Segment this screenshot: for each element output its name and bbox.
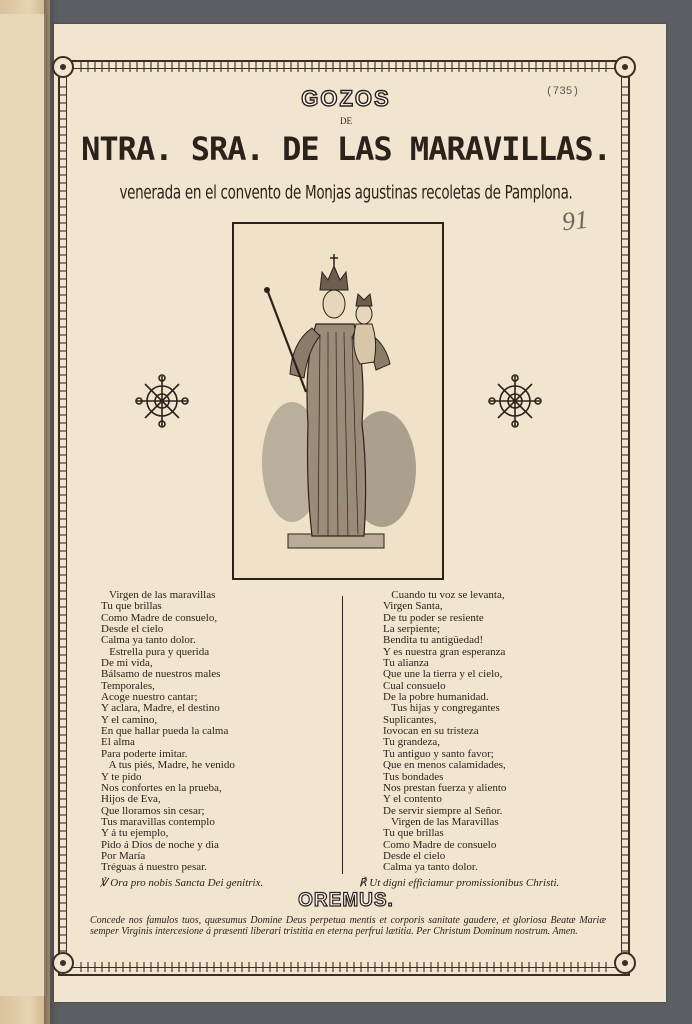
verse-line: Por María [101,849,146,862]
subtitle: venerada en el convento de Monjas agustinas recoletas de Pamplona. [119,180,573,204]
verse-line: Tus bondades [383,770,444,783]
versicle: ℣ Ora pro nobis Sancta Dei genitrix. [100,877,264,889]
catalog-number: (735) [546,86,580,98]
corner-scroll-icon [52,952,74,974]
verse-line: La serpiente; [383,623,441,636]
verse-line: Nos prestan fuerza y aliento [383,781,507,794]
corner-scroll-icon [614,952,636,974]
verse-line: Iovocan en su tristeza [383,725,479,738]
verse-line: Virgen Santa, [383,600,443,613]
verse-line: Pido á Dios de noche y dia [101,838,219,851]
verse-column-right [383,590,506,874]
title-gozos: GOZOS [301,86,391,111]
verse-line: Tu que brillas [383,827,444,840]
verse-column-left [101,590,235,874]
virgin-engraving [232,222,444,580]
verse-line: Calma ya tanto dolor. [101,634,196,647]
verse-line: Y el camino, [101,713,158,726]
verse-line: Tus hijas y congregantes [383,702,500,715]
title-de: DE [340,116,352,126]
verse-line: Bálsamo de nuestros males [101,668,221,681]
verse-line: De tu poder se resiente [383,611,484,624]
fleuron-ornament-icon [133,372,191,430]
corner-scroll-icon [614,56,636,78]
verse-line: Cual consuelo [383,679,446,692]
response: ℟ Ut digni efficiamur promissionibus Christi. [359,877,560,889]
handwritten-number: 91 [560,204,590,237]
verse-line: Calma ya tanto dolor. [383,861,478,874]
verse-line: Y el contento [383,793,442,806]
oremus-heading: OREMUS. [298,890,394,911]
verse-line: El alma [101,736,135,749]
verse-line: Tu antiguo y santo favor; [383,747,494,760]
verse-line: Tu alianza [383,657,429,670]
corner-scroll-icon [52,56,74,78]
verse-line: De servir siempre al Señor. [383,804,503,817]
adjacent-book-page [0,0,50,1024]
verse-line: Y á tu ejemplo, [101,827,169,840]
verse-line: Estrella pura y querida [101,645,210,658]
verse-line: A tus piés, Madre, he venido [101,759,235,772]
verse-line: Tréguas á nuestro pesar. [101,861,207,874]
verse-line: De mi vida, [101,657,153,670]
verse-line: Virgen de las maravillas [101,589,216,601]
verse-line: Nos confortes en la prueba, [101,781,222,794]
verse-line: Y aclara, Madre, el destino [101,702,220,715]
verse-line: Bendita tu antigüedad! [383,634,484,647]
verse-line: Como Madre de consuelo [383,838,497,851]
verse-line: De la pobre humanidad. [383,691,489,704]
verse-line: Desde el cielo [101,623,164,636]
verse-line: En que hallar pueda la calma [101,725,229,738]
verse-line: Acoge nuestro cantar; [101,691,198,704]
column-divider [342,596,343,874]
verse-line: Para poderte imitar. [101,747,188,760]
verse-line: Que une la tierra y el cielo, [383,668,503,681]
verse-line: Tu que brillas [101,600,162,613]
verse-line: Tu grandeza, [383,736,441,749]
main-title: NTRA. SRA. DE LAS MARAVILLAS. [81,130,611,168]
verse-line: Cuando tu voz se levanta, [383,589,505,601]
verse-line: Que lloramos sin cesar; [101,804,205,817]
virgin-and-child-illustration [234,224,442,578]
verse-line: Virgen de las Maravillas [383,815,499,828]
verse-line: Desde el cielo [383,849,446,862]
verse-line: Como Madre de consuelo, [101,611,218,624]
verse-line: Hijos de Eva, [101,793,161,806]
verse-line: Temporales, [101,679,155,692]
verse-line: Suplicantes, [383,713,437,726]
verse-line: Que en menos calamidades, [383,759,506,772]
fleuron-ornament-icon [486,372,544,430]
adjacent-page-leaf [0,14,47,996]
verse-line: Tus maravillas contemplo [101,815,215,828]
verse-line: Y es nuestra gran esperanza [383,645,506,658]
verse-line: Y te pido [101,770,142,783]
oremus-prayer: Concede nos famulos tuos, quæsumus Domine Deus perpetua mentis et corporis sanitate gaudere, et gloriosa Beatæ Mariæ semper Virginis intercesione á præsenti liberari tristitia en eterna perfrui lætitia. Per Christum Dominum nostrum. Amen. [90,915,606,937]
